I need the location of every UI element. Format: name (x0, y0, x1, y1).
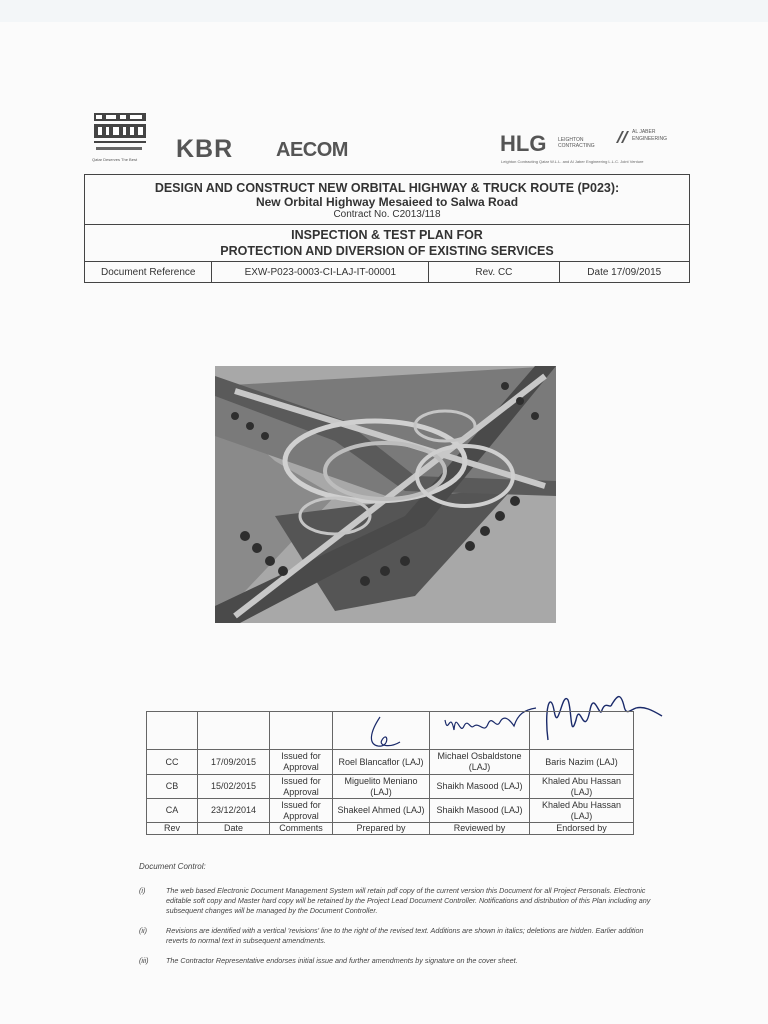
blank-cell (333, 712, 430, 750)
item-text: Revisions are identified with a vertical 'revisions' line to the right of the revised text. Additions are shown in italics; deletions are hidden. Earlier addition reverts to normal text in subsequent amendments. (166, 926, 644, 945)
document-control-item (139, 886, 659, 916)
col-date: Date (198, 823, 270, 835)
project-title-cell (85, 175, 690, 225)
rev-prepared-by: Shakeel Ahmed (LAJ) (333, 799, 430, 823)
interchange-aerial-image (215, 366, 556, 623)
rev-endorsed-by: Khaled Abu Hassan (LAJ) (530, 775, 634, 799)
al-jaber-mark-icon (614, 129, 630, 145)
al-jaber-logo (614, 129, 678, 145)
rev-endorsed-by: Khaled Abu Hassan (LAJ) (530, 799, 634, 823)
blank-cell (430, 712, 530, 750)
rev-code: CA (147, 799, 198, 823)
col-prepared: Prepared by (333, 823, 430, 835)
doc-ref-value: EXW-P023-0003-CI-LAJ-IT-00001 (212, 262, 429, 283)
col-comments: Comments (270, 823, 333, 835)
jv-caption: Leighton Contracting Qatar W.L.L. and Al Jaber Engineering L.L.C. Joint Venture (501, 159, 644, 164)
rev-code: CC (147, 750, 198, 775)
date-value: Date 17/09/2015 (559, 262, 689, 283)
document-header-table (84, 174, 690, 283)
item-number: (i) (139, 886, 146, 895)
rev-comments: Issued for Approval (270, 750, 333, 775)
project-subtitle: New Orbital Highway Mesaieed to Salwa Road (255, 195, 519, 209)
item-text: The Contractor Representative endorses initial issue and further amendments by signature on the cover sheet. (166, 956, 518, 965)
rev-code: CB (147, 775, 198, 799)
plan-title-cell (85, 225, 690, 262)
col-reviewed: Reviewed by (430, 823, 530, 835)
project-title: DESIGN AND CONSTRUCT NEW ORBITAL HIGHWAY & TRUCK ROUTE (P023): (154, 181, 620, 195)
item-text: The web based Electronic Document Management System will retain pdf copy of the current version this Document for all Project Personals. Electronic editable soft copy and Master hard copy will be retained by the Project Lead Document Controller. Notifications and distribution of this Plan including any subsequent changes will be managed by the Document Controller. (166, 886, 651, 915)
revision-table (146, 711, 634, 835)
rev-date: 15/02/2015 (198, 775, 270, 799)
document-control-section (139, 862, 659, 976)
scan-top-band (0, 0, 768, 22)
ashghal-caption: Qatar Deserves The Best (92, 157, 138, 162)
rev-date: 23/12/2014 (198, 799, 270, 823)
col-endorsed: Endorsed by (530, 823, 634, 835)
rev-comments: Issued for Approval (270, 799, 333, 823)
item-number: (ii) (139, 926, 147, 935)
revision-row (147, 799, 634, 823)
document-control-title: Document Control: (139, 862, 206, 871)
aecom-logo: AECOM (276, 139, 348, 161)
rev-prepared-by: Roel Blancaflor (LAJ) (333, 750, 430, 775)
plan-title-line1: INSPECTION & TEST PLAN FOR (291, 228, 483, 242)
blank-cell (530, 712, 634, 750)
blank-cell (147, 712, 198, 750)
rev-date: 17/09/2015 (198, 750, 270, 775)
rev-reviewed-by: Shaikh Masood (LAJ) (430, 775, 530, 799)
hlg-subtext: LEIGHTON CONTRACTING (558, 137, 595, 149)
contract-number: Contract No. C2013/118 (333, 209, 441, 220)
document-control-item (139, 956, 659, 966)
document-control-item (139, 926, 659, 946)
item-number: (iii) (139, 956, 149, 965)
rev-reviewed-by: Michael Osbaldstone (LAJ) (430, 750, 530, 775)
rev-reviewed-by: Shaikh Masood (LAJ) (430, 799, 530, 823)
rev-comments: Issued for Approval (270, 775, 333, 799)
revision-row (147, 750, 634, 775)
plan-title-line2: PROTECTION AND DIVERSION OF EXISTING SERVICES (220, 244, 554, 258)
rev-prepared-by: Miguelito Meniano (LAJ) (333, 775, 430, 799)
rev-endorsed-by: Baris Nazim (LAJ) (530, 750, 634, 775)
revision-header-row (147, 823, 634, 835)
revision-value: Rev. CC (429, 262, 559, 283)
col-rev: Rev (147, 823, 198, 835)
hlg-logo: HLG (500, 131, 547, 156)
al-jaber-text: AL JABER ENGINEERING (632, 129, 668, 142)
revision-row (147, 775, 634, 799)
logo-bar (92, 113, 688, 169)
blank-cell (270, 712, 333, 750)
doc-ref-label: Document Reference (85, 262, 212, 283)
blank-cell (198, 712, 270, 750)
kbr-logo: KBR (176, 135, 234, 163)
